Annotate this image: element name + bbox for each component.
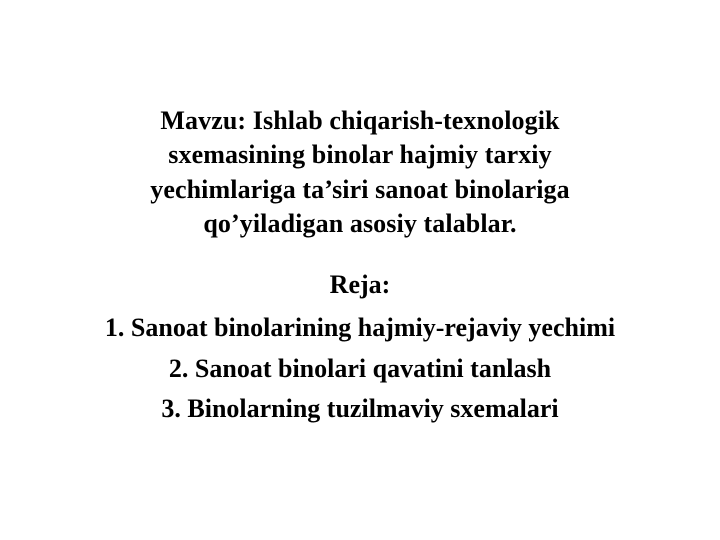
title-line-1: Mavzu: Ishlab chiqarish-texnologik <box>160 106 560 135</box>
slide-body <box>30 267 690 429</box>
title-line-4: qo’yiladigan asosiy talablar. <box>203 208 517 238</box>
agenda-item-2: 2. Sanoat binolari qavatini tanlash <box>168 353 552 383</box>
title-line-2: sxemasining binolar hajmiy tarxiy <box>168 140 552 170</box>
slide-title <box>60 104 660 241</box>
title-line-3: yechimlariga ta’siri sanoat binolariga <box>150 174 570 204</box>
agenda-heading: Reja: <box>329 270 391 300</box>
agenda-item-3: 3. Binolarning tuzilmaviy sxemalari <box>161 393 559 423</box>
agenda-item-1: 1. Sanoat binolarining hajmiy-rejaviy yechimi <box>104 313 616 343</box>
